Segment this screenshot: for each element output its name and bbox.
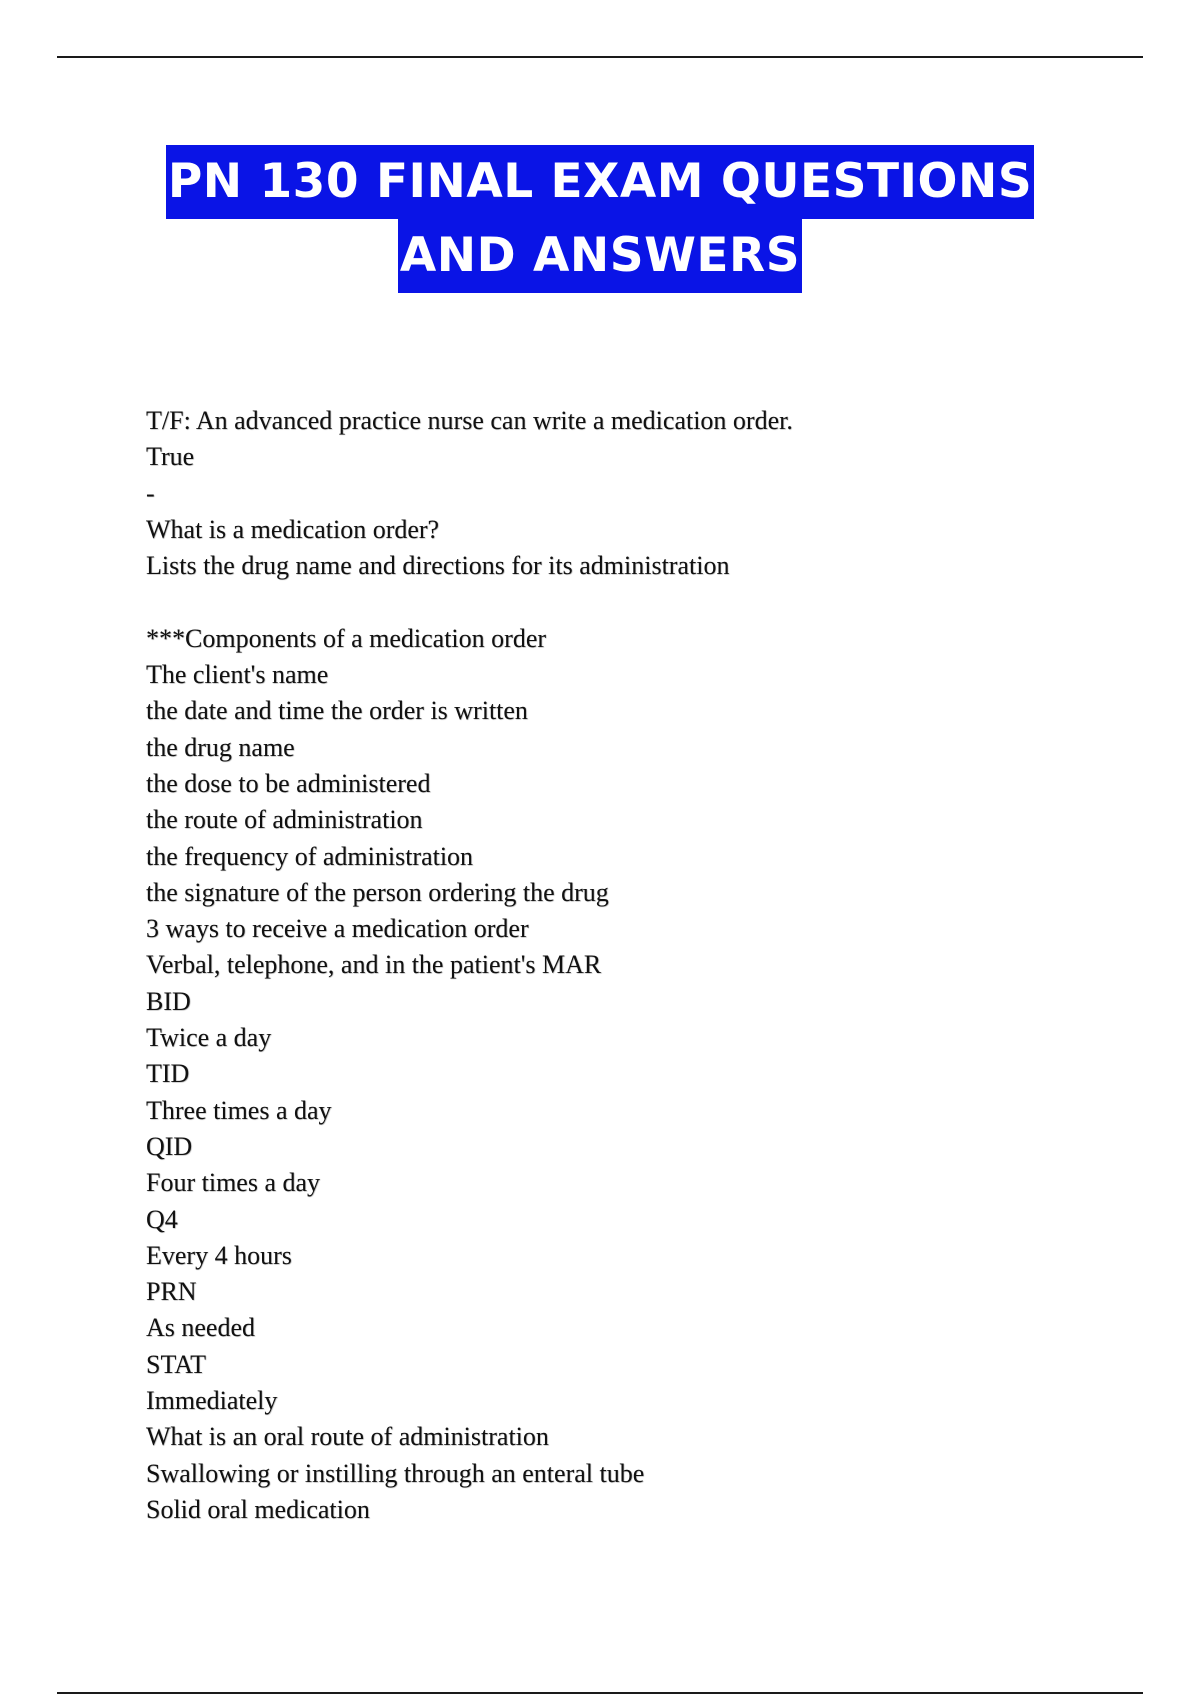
text-line: the signature of the person ordering the drug [146,877,609,907]
text-line: QID [146,1131,193,1161]
text-line: PRN [146,1277,197,1307]
text-line: - [146,478,155,508]
text-line: Twice a day [146,1023,272,1053]
top-rule [57,56,1143,58]
text-line: ***Components of a medication order [146,623,547,653]
text-line: TID [146,1059,190,1089]
text-line: T/F: An advanced practice nurse can write a medication order. [146,406,793,435]
bottom-rule [57,1692,1143,1694]
text-line: the date and time the order is written [146,696,528,726]
document-body [146,403,1106,1528]
text-line: Every 4 hours [146,1240,292,1270]
text-line: As needed [146,1313,256,1343]
text-line: STAT [146,1349,207,1379]
text-line: BID [146,986,191,1016]
text-line: the route of administration [146,805,423,835]
blank-line [146,584,1106,620]
text-line: Four times a day [146,1168,321,1198]
title-line-1: PN 130 FINAL EXAM QUESTIONS [166,145,1034,219]
text-line: Immediately [146,1386,278,1416]
text-line: Solid oral medication [146,1494,370,1524]
text-line: Swallowing or instilling through an enteral tube [146,1458,645,1488]
text-line: the drug name [146,732,295,762]
text-line: Three times a day [146,1095,332,1125]
text-line: 3 ways to receive a medication order [146,914,529,944]
text-line: the dose to be administered [146,768,431,798]
text-line: Verbal, telephone, and in the patient's MAR [146,950,602,980]
text-line: The client's name [146,660,329,690]
text-line: Q4 [146,1204,178,1234]
text-line: Lists the drug name and directions for its administration [146,551,730,581]
title-line-2: AND ANSWERS [398,219,802,293]
document-title [0,145,1200,293]
text-line: True [146,442,195,472]
text-line: the frequency of administration [146,841,474,871]
text-line: What is a medication order? [146,514,440,544]
text-line: What is an oral route of administration [146,1422,549,1452]
